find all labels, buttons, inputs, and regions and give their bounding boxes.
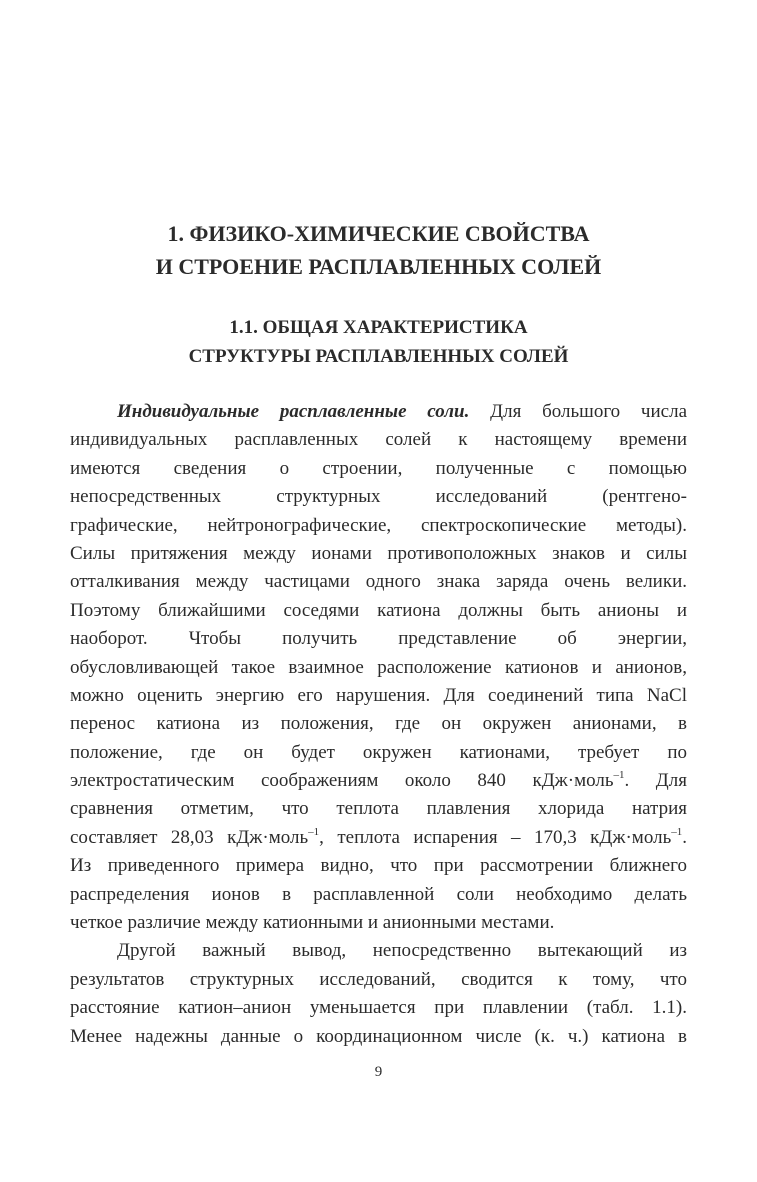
section-title-line-1: 1.1. ОБЩАЯ ХАРАКТЕРИСТИКА [229, 317, 528, 338]
paragraph-line [70, 398, 687, 426]
paragraph-line: непосредственных структурных исследований (рентгено- [70, 486, 687, 508]
superscript: –1 [613, 769, 625, 782]
paragraph-line: результатов структурных исследований, сводится к тому, что [70, 968, 687, 990]
paragraph-line-text: . Для [624, 770, 687, 792]
paragraph-line: расстояние катион–анион уменьшается при плавлении (табл. 1.1). [70, 997, 687, 1019]
paragraph-line [70, 824, 687, 852]
paragraph-1 [70, 398, 687, 937]
paragraph-line: можно оценить энергию его нарушения. Для соединений типа NaCl [70, 684, 687, 706]
chapter-title [70, 217, 687, 283]
chapter-title-line-1: 1. ФИЗИКО-ХИМИЧЕСКИЕ СВОЙСТВА [167, 221, 590, 246]
paragraph-line: распределения ионов в расплавленной соли необходимо делать [70, 883, 687, 905]
paragraph-line: отталкивания между частицами одного знака заряда очень велики. [70, 571, 687, 593]
paragraph-line-text: , теплота испарения – 170,3 кДж·моль [319, 826, 672, 848]
book-page [70, 0, 687, 1182]
paragraph-line-text: Для большого числа [469, 401, 687, 422]
body-text [70, 398, 687, 1051]
page-number: 9 [374, 1064, 383, 1080]
paragraph-line: наоборот. Чтобы получить представление об энергии, [70, 628, 687, 650]
paragraph-line: обусловливающей такое взаимное расположение катионов и анионов, [70, 656, 687, 678]
superscript: –1 [671, 825, 683, 838]
paragraph-line [70, 767, 687, 795]
paragraph-line: имеются сведения о строении, полученные с помощью [70, 457, 687, 479]
paragraph-line: Поэтому ближайшими соседями катиона должны быть анионы и [70, 599, 687, 621]
paragraph-line-text: . [682, 826, 687, 848]
paragraph-line-text: составляет 28,03 кДж·моль [70, 826, 309, 848]
paragraph-2 [70, 937, 687, 1051]
paragraph-lead: Индивидуальные расплавленные соли. [117, 401, 470, 422]
paragraph-line: перенос катиона из положения, где он окружен анионами, в [70, 713, 687, 735]
paragraph-line: графические, нейтронографические, спектроскопические методы). [70, 514, 687, 536]
superscript: –1 [308, 825, 320, 838]
paragraph-line: индивидуальных расплавленных солей к настоящему времени [70, 429, 687, 451]
paragraph-line: Другой важный вывод, непосредственно вытекающий из [117, 940, 687, 962]
section-title-line-2: СТРУКТУРЫ РАСПЛАВЛЕННЫХ СОЛЕЙ [188, 346, 569, 367]
paragraph-line: четкое различие между катионными и анионными местами. [70, 912, 555, 934]
chapter-title-line-2: И СТРОЕНИЕ РАСПЛАВЛЕННЫХ СОЛЕЙ [155, 254, 602, 279]
paragraph-line-text: электростатическим соображениям около 840 кДж·моль [70, 770, 614, 792]
paragraph-line: сравнения отметим, что теплота плавления хлорида натрия [70, 798, 687, 820]
paragraph-line: Менее надежны данные о координационном числе (к. ч.) катиона в [70, 1025, 687, 1047]
paragraph-line: положение, где он будет окружен катионами, требует по [70, 741, 687, 763]
section-title [70, 313, 687, 371]
paragraph-line: Силы притяжения между ионами противоположных знаков и силы [70, 542, 687, 564]
paragraph-line: Из приведенного примера видно, что при рассмотрении ближнего [70, 855, 687, 877]
